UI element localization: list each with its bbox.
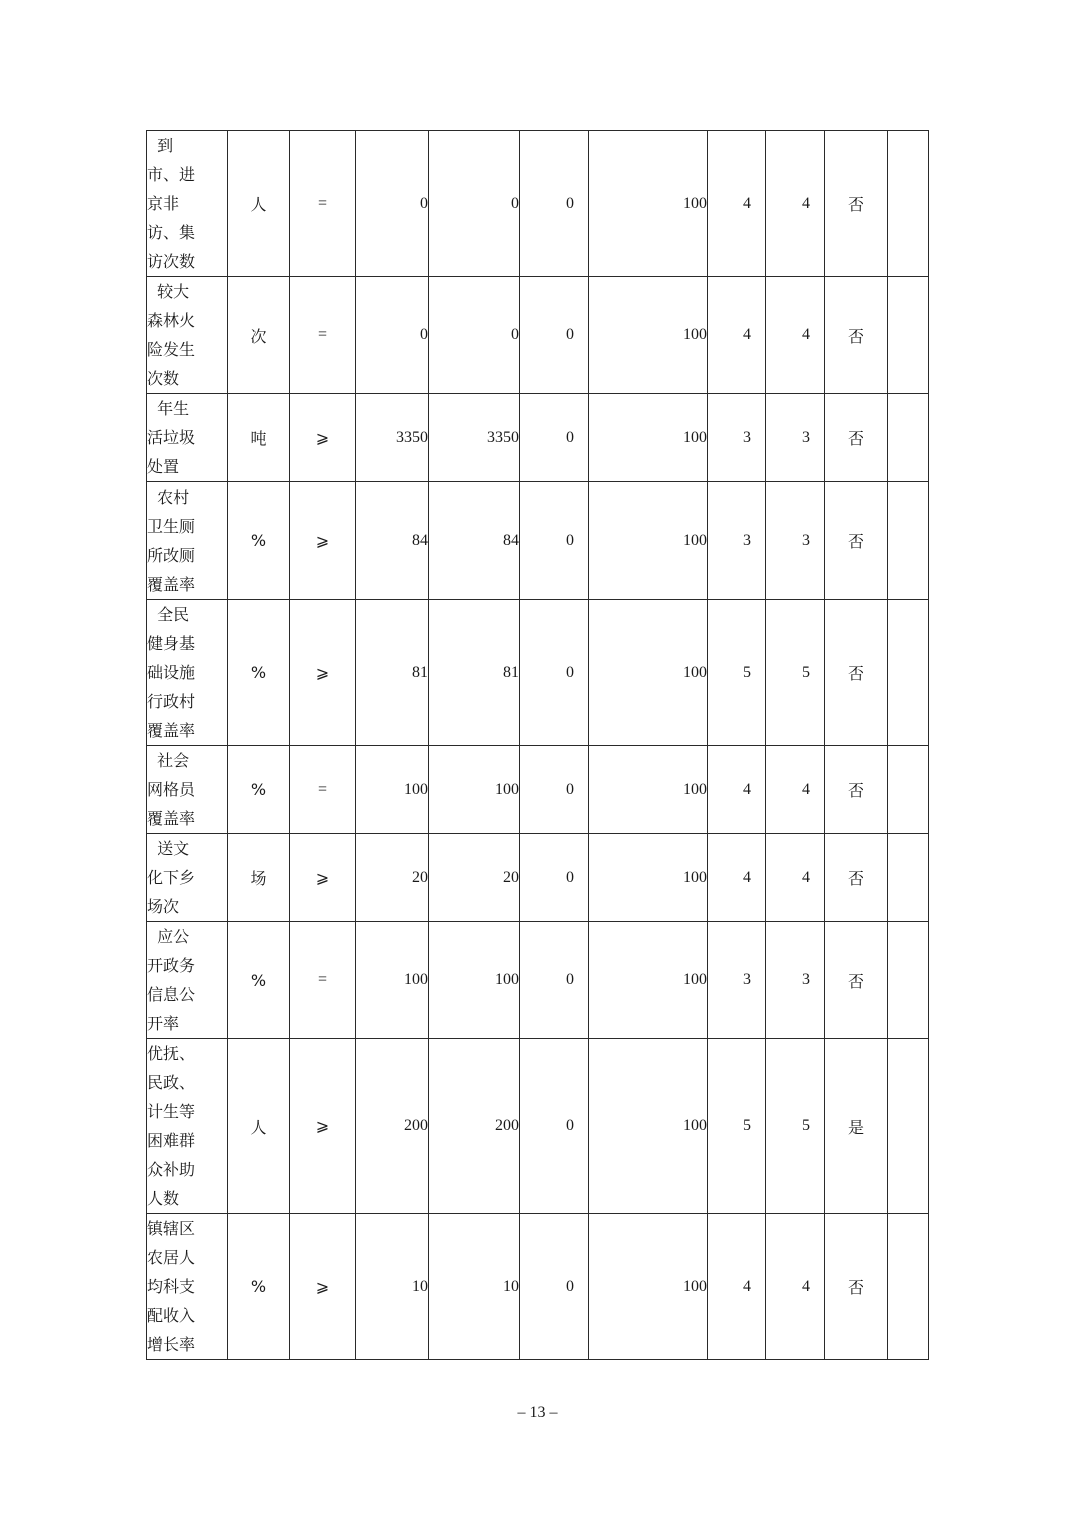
indicator-name-line: 困难群 [147, 1131, 196, 1150]
actual-value-cell: 0 [429, 277, 520, 394]
indicator-name-line: 到 [147, 136, 174, 155]
target-value-cell: 84 [356, 482, 429, 600]
completion-rate-cell: 100 [589, 277, 708, 394]
unit-cell: 场 [228, 834, 290, 922]
indicator-name-line: 增长率 [147, 1335, 196, 1354]
score-cell: 4 [766, 131, 825, 277]
core-indicator-cell: 否 [825, 277, 888, 394]
unit-cell: 人 [228, 131, 290, 277]
deviation-cell: 0 [520, 1214, 589, 1360]
remark-cell [888, 746, 929, 834]
operator-cell: ⩾ [290, 1039, 356, 1214]
core-indicator-cell: 否 [825, 600, 888, 746]
unit-cell: % [228, 482, 290, 600]
completion-rate-cell: 100 [589, 482, 708, 600]
page-number: – 13 – [517, 1404, 558, 1421]
actual-value-cell: 3350 [429, 394, 520, 482]
indicator-name-cell [147, 600, 228, 746]
indicator-name-line: 信息公 [147, 985, 196, 1004]
indicator-name-line: 次数 [147, 369, 180, 388]
remark-cell [888, 600, 929, 746]
actual-value-cell: 81 [429, 600, 520, 746]
table-row [147, 1039, 929, 1214]
weight-cell: 3 [708, 922, 766, 1039]
indicator-name-line: 覆盖率 [147, 721, 196, 740]
operator-cell: = [290, 131, 356, 277]
score-cell: 3 [766, 482, 825, 600]
indicator-name-line: 配收入 [147, 1306, 196, 1325]
indicator-name-cell [147, 746, 228, 834]
indicator-name-line: 均科支 [147, 1277, 196, 1296]
weight-cell: 3 [708, 394, 766, 482]
remark-cell [888, 834, 929, 922]
indicator-name-line: 计生等 [147, 1102, 196, 1121]
operator-cell: ⩾ [290, 600, 356, 746]
completion-rate-cell: 100 [589, 922, 708, 1039]
unit-cell: % [228, 600, 290, 746]
deviation-cell: 0 [520, 746, 589, 834]
weight-cell: 4 [708, 277, 766, 394]
core-indicator-cell: 否 [825, 746, 888, 834]
indicator-name-line: 应公 [147, 927, 190, 946]
actual-value-cell: 84 [429, 482, 520, 600]
indicator-name-line: 覆盖率 [147, 574, 196, 594]
completion-rate-cell: 100 [589, 131, 708, 277]
core-indicator-cell: 否 [825, 834, 888, 922]
deviation-cell: 0 [520, 482, 589, 600]
indicator-name-cell [147, 1214, 228, 1360]
weight-cell: 4 [708, 746, 766, 834]
score-cell: 5 [766, 600, 825, 746]
indicator-name-cell [147, 1039, 228, 1214]
indicator-name-cell [147, 922, 228, 1039]
weight-cell: 5 [708, 1039, 766, 1214]
target-value-cell: 20 [356, 834, 429, 922]
actual-value-cell: 10 [429, 1214, 520, 1360]
unit-cell: 次 [228, 277, 290, 394]
performance-indicator-table [146, 130, 929, 1360]
completion-rate-cell: 100 [589, 834, 708, 922]
target-value-cell: 0 [356, 277, 429, 394]
target-value-cell: 0 [356, 131, 429, 277]
table-row [147, 131, 929, 277]
core-indicator-cell: 是 [825, 1039, 888, 1214]
target-value-cell: 100 [356, 746, 429, 834]
weight-cell: 4 [708, 834, 766, 922]
indicator-name-line: 人数 [147, 1189, 180, 1208]
target-value-cell: 3350 [356, 394, 429, 482]
indicator-name-line: 覆盖率 [147, 809, 196, 828]
unit-cell: % [228, 746, 290, 834]
indicator-name-line: 京非 [147, 194, 180, 213]
target-value-cell: 81 [356, 600, 429, 746]
actual-value-cell: 200 [429, 1039, 520, 1214]
target-value-cell: 200 [356, 1039, 429, 1214]
remark-cell [888, 277, 929, 394]
remark-cell [888, 1039, 929, 1214]
remark-cell [888, 131, 929, 277]
indicator-name-line: 较大 [147, 282, 190, 301]
completion-rate-cell: 100 [589, 1039, 708, 1214]
indicator-name-line: 卫生厕 [147, 516, 196, 536]
table-row [147, 482, 929, 600]
deviation-cell: 0 [520, 600, 589, 746]
table-row [147, 394, 929, 482]
indicator-name-line: 全民 [147, 605, 190, 624]
indicator-name-cell [147, 394, 228, 482]
core-indicator-cell: 否 [825, 482, 888, 600]
core-indicator-cell: 否 [825, 131, 888, 277]
indicator-name-line: 森林火 [147, 311, 196, 330]
score-cell: 5 [766, 1039, 825, 1214]
indicator-name-cell [147, 277, 228, 394]
indicator-name-line: 活垃圾 [147, 428, 196, 447]
indicator-name-cell [147, 131, 228, 277]
deviation-cell: 0 [520, 394, 589, 482]
actual-value-cell: 100 [429, 746, 520, 834]
operator-cell: ⩾ [290, 482, 356, 600]
table-row [147, 277, 929, 394]
actual-value-cell: 0 [429, 131, 520, 277]
table-row [147, 834, 929, 922]
deviation-cell: 0 [520, 131, 589, 277]
indicator-name-line: 农居人 [147, 1248, 196, 1267]
indicator-name-line: 访次数 [147, 252, 196, 271]
indicator-name-line: 社会 [147, 751, 190, 770]
target-value-cell: 10 [356, 1214, 429, 1360]
operator-cell: = [290, 746, 356, 834]
score-cell: 3 [766, 922, 825, 1039]
score-cell: 4 [766, 1214, 825, 1360]
core-indicator-cell: 否 [825, 1214, 888, 1360]
score-cell: 4 [766, 834, 825, 922]
score-cell: 4 [766, 746, 825, 834]
completion-rate-cell: 100 [589, 1214, 708, 1360]
indicator-name-cell [147, 482, 228, 600]
target-value-cell: 100 [356, 922, 429, 1039]
indicator-name-line: 处置 [147, 457, 180, 476]
unit-cell: 人 [228, 1039, 290, 1214]
indicator-name-line: 化下乡 [147, 868, 196, 887]
table-row [147, 746, 929, 834]
indicator-name-line: 场次 [147, 897, 180, 916]
deviation-cell: 0 [520, 277, 589, 394]
core-indicator-cell: 否 [825, 922, 888, 1039]
indicator-name-line: 网格员 [147, 780, 196, 799]
completion-rate-cell: 100 [589, 600, 708, 746]
deviation-cell: 0 [520, 922, 589, 1039]
indicator-name-line: 市、进 [147, 165, 196, 184]
unit-cell: % [228, 922, 290, 1039]
deviation-cell: 0 [520, 834, 589, 922]
table-row [147, 922, 929, 1039]
weight-cell: 3 [708, 482, 766, 600]
operator-cell: = [290, 922, 356, 1039]
remark-cell [888, 922, 929, 1039]
weight-cell: 4 [708, 1214, 766, 1360]
indicator-name-line: 民政、 [147, 1073, 196, 1092]
indicator-name-line: 础设施 [147, 663, 196, 682]
score-cell: 4 [766, 277, 825, 394]
score-cell: 3 [766, 394, 825, 482]
unit-cell: 吨 [228, 394, 290, 482]
actual-value-cell: 20 [429, 834, 520, 922]
indicator-name-line: 开政务 [147, 956, 196, 975]
actual-value-cell: 100 [429, 922, 520, 1039]
core-indicator-cell: 否 [825, 394, 888, 482]
operator-cell: = [290, 277, 356, 394]
indicator-name-line: 年生 [147, 399, 190, 418]
completion-rate-cell: 100 [589, 394, 708, 482]
deviation-cell: 0 [520, 1039, 589, 1214]
indicator-name-line: 行政村 [147, 692, 196, 711]
table-row [147, 1214, 929, 1360]
remark-cell [888, 1214, 929, 1360]
table-row [147, 600, 929, 746]
indicator-name-line: 健身基 [147, 634, 196, 653]
indicator-name-cell [147, 834, 228, 922]
indicator-name-line: 所改厕 [147, 545, 196, 565]
completion-rate-cell: 100 [589, 746, 708, 834]
indicator-name-line: 访、集 [147, 223, 196, 242]
indicator-name-line: 送文 [147, 839, 190, 858]
indicator-name-line: 众补助 [147, 1160, 196, 1179]
operator-cell: ⩾ [290, 1214, 356, 1360]
indicator-name-line: 开率 [147, 1014, 180, 1033]
weight-cell: 5 [708, 600, 766, 746]
indicator-name-line: 农村 [147, 487, 190, 507]
unit-cell: % [228, 1214, 290, 1360]
operator-cell: ⩾ [290, 834, 356, 922]
remark-cell [888, 394, 929, 482]
operator-cell: ⩾ [290, 394, 356, 482]
indicator-name-line: 优抚、 [147, 1044, 196, 1063]
indicator-name-line: 险发生 [147, 340, 196, 359]
indicator-name-line: 镇辖区 [147, 1219, 196, 1238]
table-body [147, 131, 929, 1360]
weight-cell: 4 [708, 131, 766, 277]
remark-cell [888, 482, 929, 600]
